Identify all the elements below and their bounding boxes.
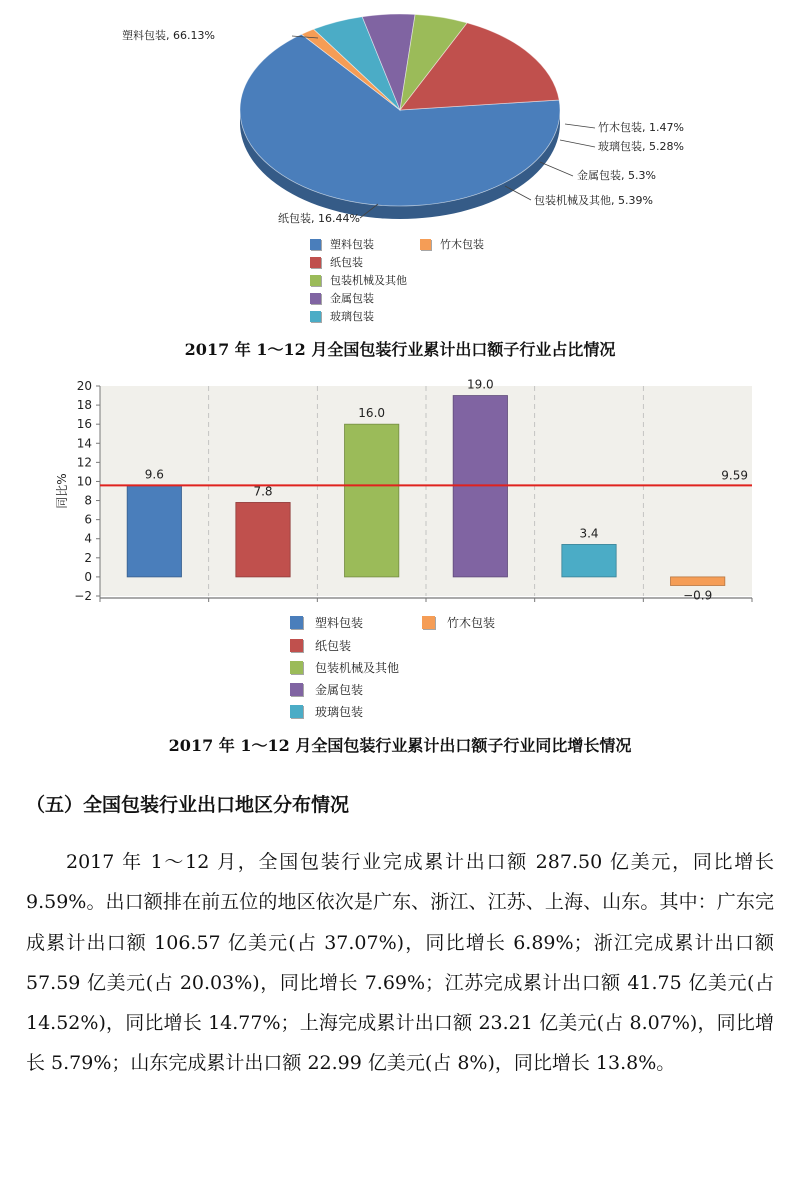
- bar-value-label: 9.6: [144, 467, 164, 482]
- pie-leader-line: [540, 162, 573, 176]
- legend-item-metal: 金属包装: [310, 290, 374, 306]
- pie-label: 玻璃包装, 5.28%: [598, 140, 684, 153]
- legend-swatch: [310, 257, 321, 268]
- legend-swatch: [290, 705, 303, 718]
- y-tick-label: 8: [84, 493, 92, 508]
- bar-chart: [0, 370, 800, 610]
- legend-item-glass: 玻璃包装: [310, 308, 374, 324]
- legend-item-machinery: 包装机械及其他: [290, 659, 399, 676]
- legend-item-machinery: 包装机械及其他: [310, 272, 407, 288]
- y-tick-label: 20: [76, 379, 92, 393]
- legend-swatch: [310, 293, 321, 304]
- y-tick-label: 2: [84, 550, 92, 565]
- bar: [127, 485, 181, 577]
- y-tick-label: 18: [76, 398, 92, 413]
- legend-swatch: [310, 239, 321, 250]
- section-heading: （五）全国包装行业出口地区分布情况: [26, 794, 350, 816]
- reference-line-label: 9.59: [721, 468, 748, 483]
- legend-item-bamboo: 竹木包装: [422, 614, 495, 631]
- pie-label: 塑料包装, 66.13%: [122, 29, 215, 42]
- bar-value-label: 19.0: [466, 377, 494, 392]
- legend-item-plastic: 塑料包装: [310, 236, 374, 252]
- pie-chart-caption: 2017 年 1～12 月全国包装行业累计出口额子行业占比情况: [184, 340, 616, 359]
- pie-label: 竹木包装, 1.47%: [598, 121, 684, 134]
- bar-value-label: 7.8: [253, 484, 273, 499]
- bar-value-label: 16.0: [358, 406, 386, 421]
- y-tick-label: 4: [84, 531, 92, 546]
- legend-swatch: [310, 311, 321, 322]
- y-tick-label: 12: [76, 455, 92, 470]
- y-tick-label: −2: [74, 589, 92, 603]
- legend-item-bamboo: 竹木包装: [420, 236, 484, 252]
- legend-swatch: [290, 616, 303, 629]
- pie-label: 金属包装, 5.3%: [577, 169, 656, 182]
- bar-value-label: 3.4: [579, 526, 599, 541]
- y-tick-label: 16: [76, 417, 92, 432]
- bar-chart-caption: 2017 年 1～12 月全国包装行业累计出口额子行业同比增长情况: [168, 736, 632, 755]
- body-paragraph: 2017 年 1～12 月，全国包装行业完成累计出口额 287.50 亿美元，同比增长 9.59%。出口额排在前五位的地区依次是广东、浙江、江苏、上海、山东。其中：广东完成累计出口额 106.57 亿美元(占 37.07%)，同比增长 6.89%；浙江完成累计出口额 57.59 亿美元(占 20.03%)，同比增长 7.69%；江苏完成累计出口额 41.75 亿美元(占 14.52%)，同比增长 14.77%；上海完成累计出口额 23.21 亿美元(占 8.07%)，同比增长 5.79%；山东完成累计出口额 22.99 亿美元(占 8%)，同比增长 13.8%。: [26, 851, 774, 1075]
- bar: [345, 424, 399, 577]
- legend-item-paper: 纸包装: [290, 637, 351, 654]
- legend-swatch: [290, 639, 303, 652]
- pie-top: [240, 14, 560, 206]
- y-axis-label: 同比%: [55, 473, 69, 509]
- legend-swatch: [290, 683, 303, 696]
- bar: [236, 502, 290, 576]
- legend-item-plastic: 塑料包装: [290, 614, 363, 631]
- legend-item-glass: 玻璃包装: [290, 703, 363, 720]
- legend-swatch: [290, 661, 303, 674]
- bar-value-label: −0.9: [683, 588, 713, 603]
- y-tick-label: 10: [76, 474, 92, 489]
- legend-swatch: [310, 275, 321, 286]
- pie-label: 包装机械及其他, 5.39%: [534, 194, 653, 207]
- legend-item-paper: 纸包装: [310, 254, 363, 270]
- y-tick-label: 14: [76, 436, 92, 451]
- bar: [671, 577, 725, 586]
- legend-swatch: [422, 616, 435, 629]
- pie-leader-line: [565, 124, 595, 128]
- pie-leader-line: [560, 140, 595, 147]
- y-tick-label: 0: [84, 569, 92, 584]
- legend-item-metal: 金属包装: [290, 681, 363, 698]
- y-tick-label: 6: [84, 512, 92, 527]
- bar: [562, 544, 616, 576]
- pie-label: 纸包装, 16.44%: [278, 212, 360, 225]
- legend-swatch: [420, 239, 431, 250]
